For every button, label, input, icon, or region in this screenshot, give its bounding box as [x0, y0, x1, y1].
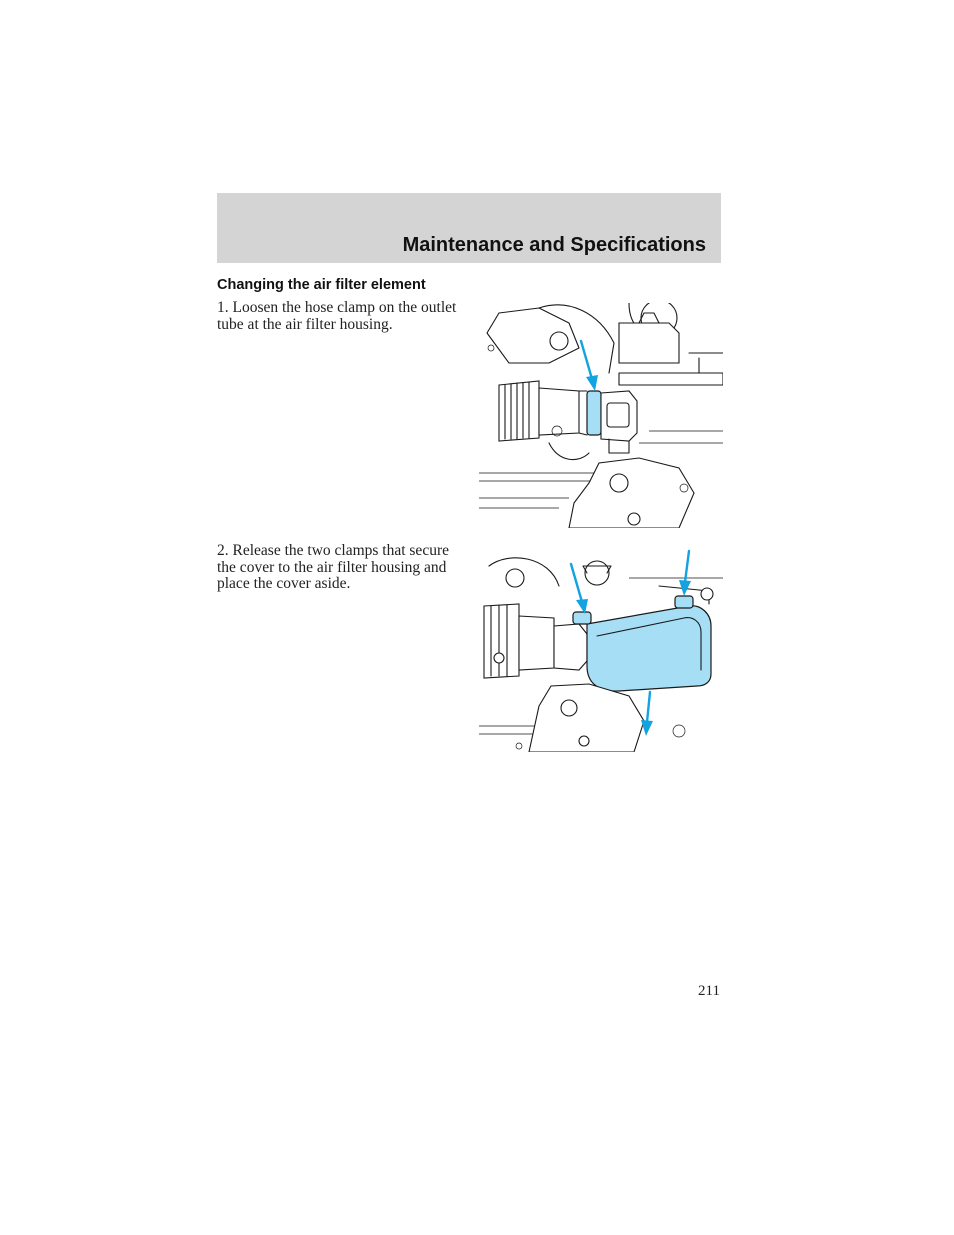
page-number: 211	[698, 983, 720, 999]
step-1-text: 1. Loosen the hose clamp on the outlet tube at the air filter housing.	[217, 299, 457, 333]
section-header-band	[217, 193, 721, 263]
subsection-heading: Changing the air filter element	[217, 277, 426, 293]
step-2-text: 2. Release the two clamps that secure the cover to the air filter housing and place the cover aside.	[217, 542, 449, 592]
engine-hose-clamp-illustration	[479, 303, 723, 528]
air-filter-cover-clamps-illustration	[479, 546, 723, 752]
section-title: Maintenance and Specifications	[402, 234, 706, 256]
